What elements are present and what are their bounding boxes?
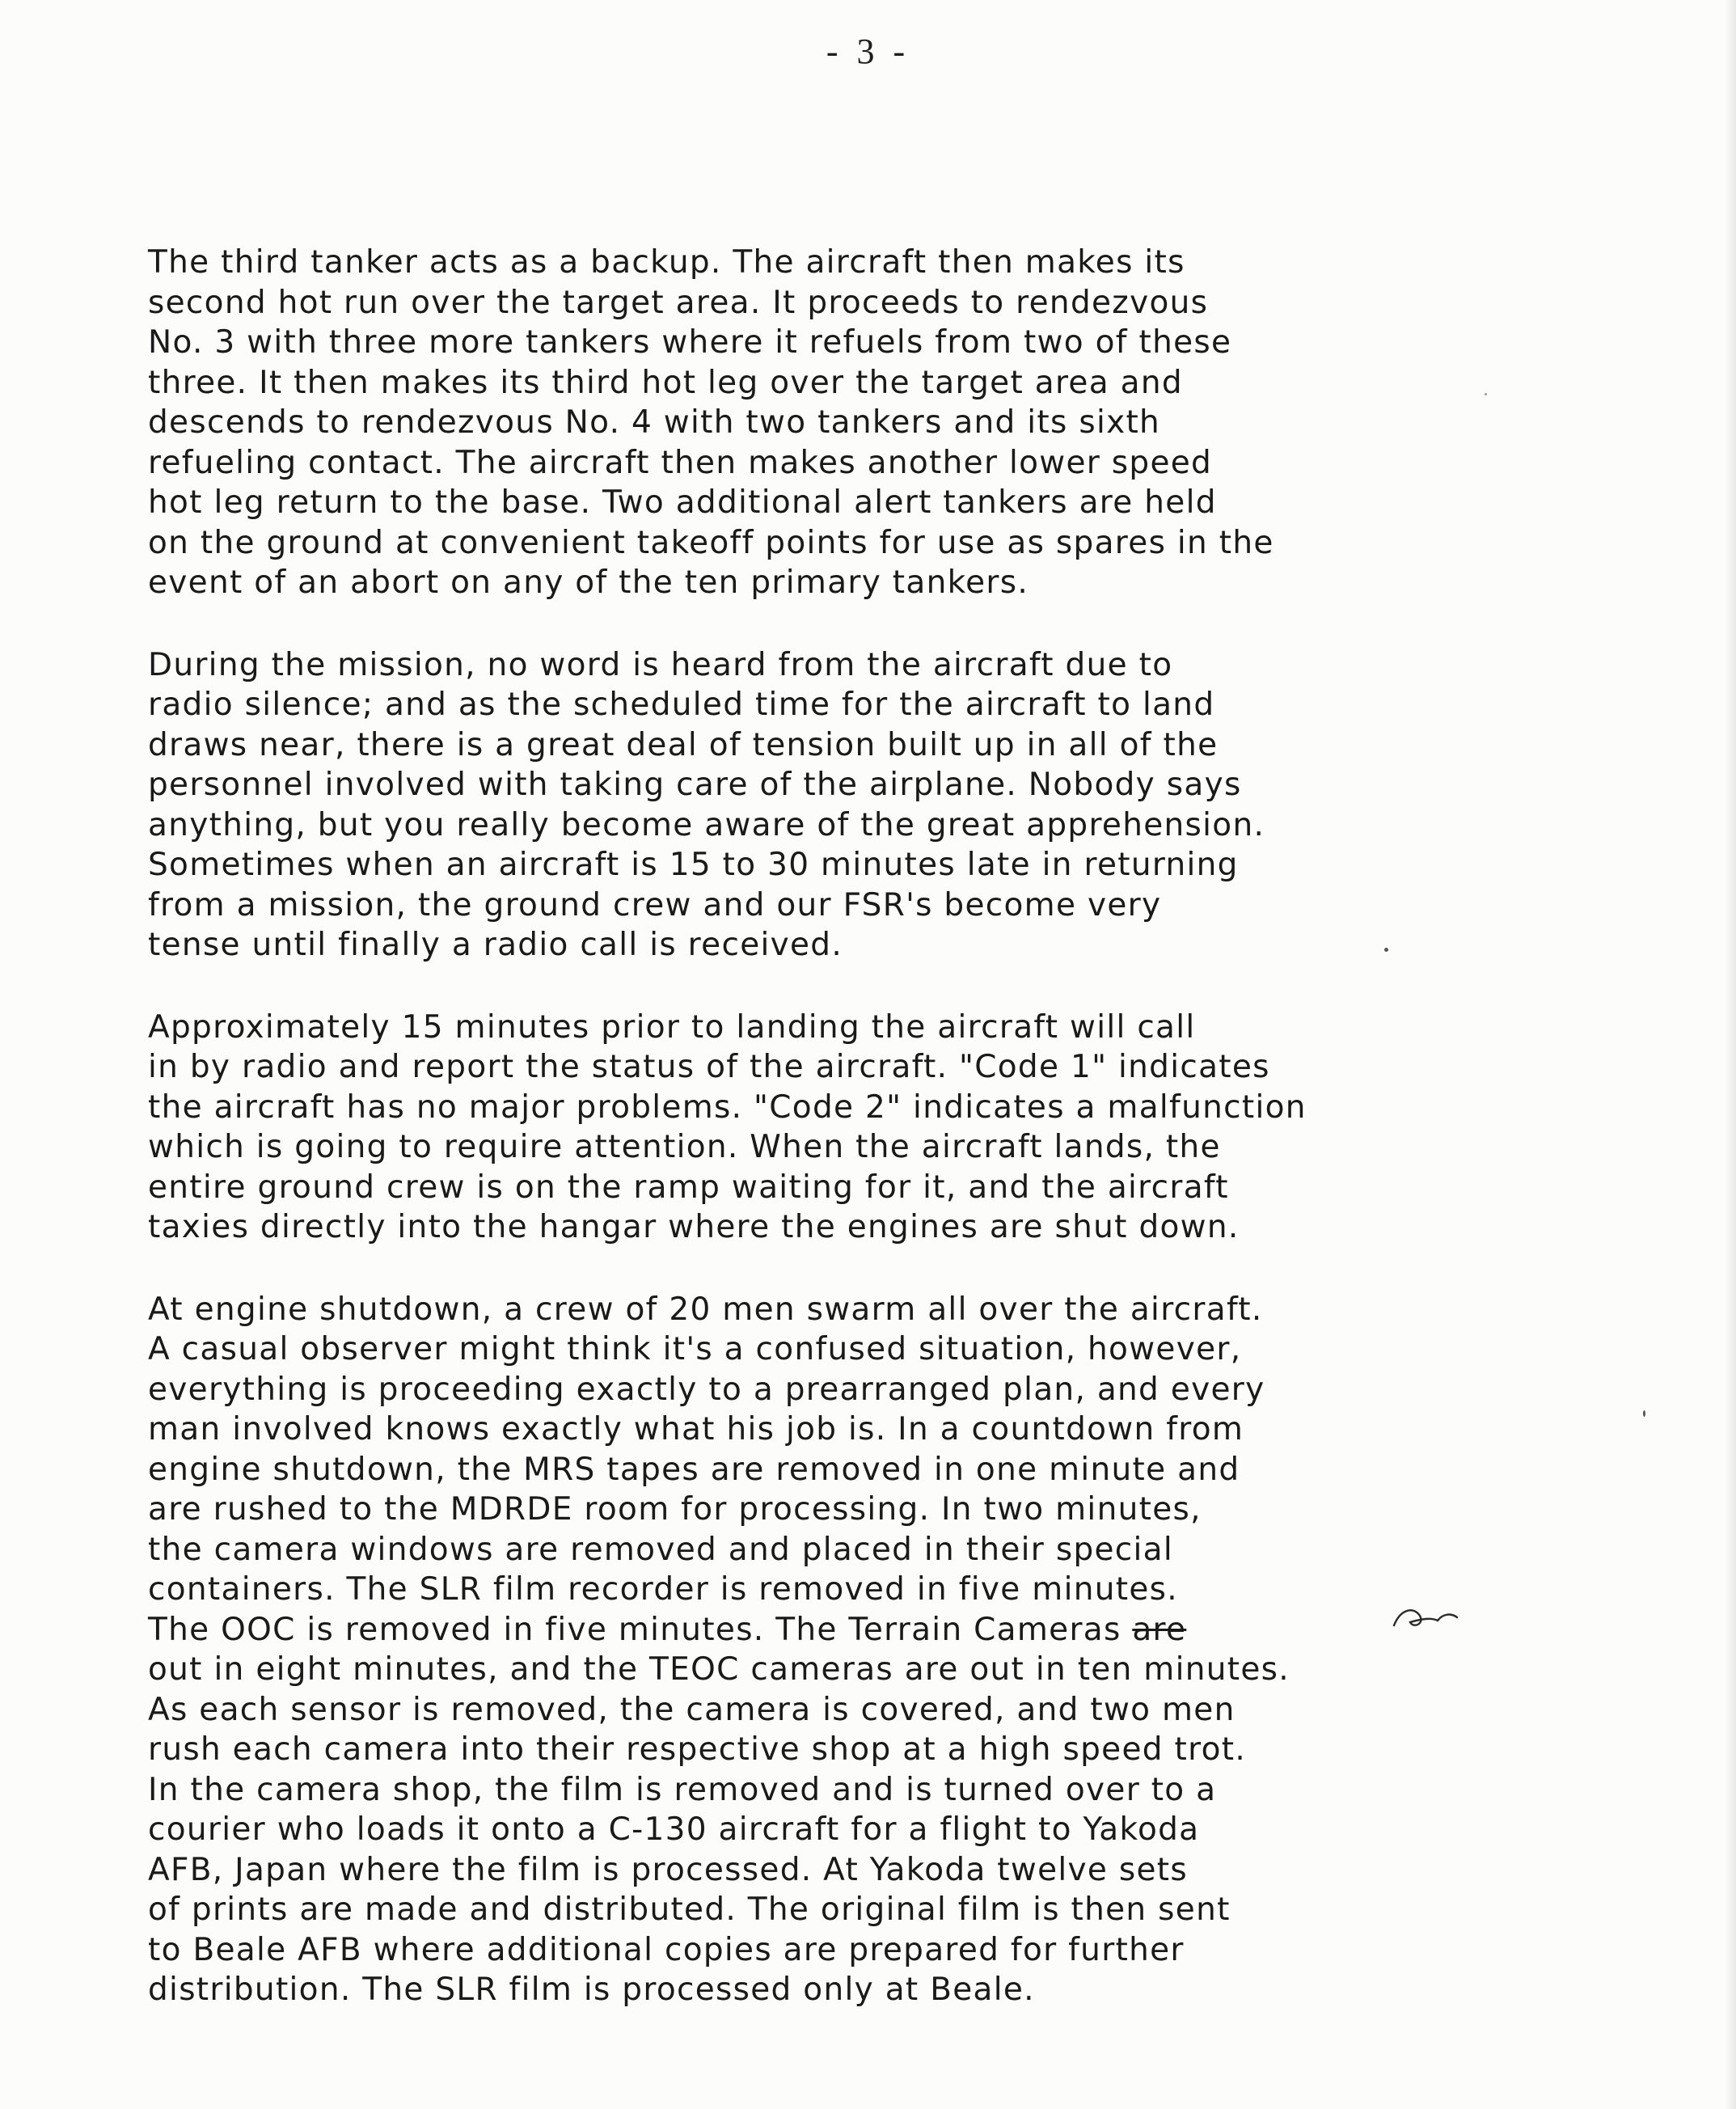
paragraph-landing-codes [148, 1008, 1603, 1248]
text-line: from a mission, the ground crew and our FSR's become very [148, 886, 1162, 923]
text-line: distribution. The SLR film is processed only at Beale. [148, 1972, 1035, 2008]
text-line: A casual observer might think it's a confused situation, however, [148, 1331, 1242, 1367]
text-line: which is going to require attention. When the aircraft lands, the [148, 1129, 1221, 1165]
document-body [148, 243, 1603, 2052]
text-line: taxies directly into the hangar where the engines are shut down. [148, 1209, 1240, 1245]
text-line: out in eight minutes, and the TEOC cameras are out in ten minutes. [148, 1651, 1290, 1688]
text-line: in by radio and report the status of the aircraft. "Code 1" indicates [148, 1049, 1270, 1085]
text-line: three. It then makes its third hot leg over the target area and [148, 364, 1183, 401]
text-line: tense until finally a radio call is received. [148, 927, 843, 963]
text-line: AFB, Japan where the film is processed. At Yakoda twelve sets [148, 1851, 1189, 1888]
text-line: are rushed to the MDRDE room for processing. In two minutes, [148, 1491, 1202, 1528]
scan-speck [1485, 393, 1487, 395]
text-line: During the mission, no word is heard from the aircraft due to [148, 646, 1173, 683]
handwritten-correction [1389, 1601, 1462, 1634]
text-span: The OOC is removed in five minutes. The Terrain Cameras [148, 1611, 1121, 1648]
paragraph-engine-shutdown [148, 1290, 1603, 2010]
text-line: No. 3 with three more tankers where it refuels from two of these [148, 324, 1232, 361]
text-line: rush each camera into their respective shop at a high speed trot. [148, 1731, 1247, 1768]
text-line: of prints are made and distributed. The original film is then sent [148, 1891, 1231, 1928]
text-line: In the camera shop, the film is removed and is turned over to a [148, 1771, 1217, 1808]
scan-speck [1384, 948, 1388, 952]
text-line: As each sensor is removed, the camera is covered, and two men [148, 1691, 1235, 1728]
text-line: man involved knows exactly what his job is. In a countdown from [148, 1411, 1244, 1448]
text-line: entire ground crew is on the ramp waiting for it, and the aircraft [148, 1169, 1229, 1206]
text-line-with-strikethrough [148, 1610, 1603, 1650]
text-line: refueling contact. The aircraft then makes another lower speed [148, 444, 1213, 481]
text-line: second hot run over the target area. It proceeds to rendezvous [148, 284, 1209, 321]
text-line: to Beale AFB where additional copies are prepared for further [148, 1931, 1185, 1968]
text-line: the aircraft has no major problems. "Code 2" indicates a malfunction [148, 1088, 1307, 1126]
text-line: event of an abort on any of the ten primary tankers. [148, 564, 1029, 601]
page-number: - 3 - [826, 32, 910, 71]
text-line: descends to rendezvous No. 4 with two tankers and its sixth [148, 404, 1161, 441]
text-line: At engine shutdown, a crew of 20 men swarm all over the aircraft. [148, 1291, 1263, 1328]
paragraph-refueling [148, 243, 1603, 603]
struck-word: are [1132, 1611, 1187, 1648]
text-line: courier who loads it onto a C-130 aircraft for a flight to Yakoda [148, 1811, 1200, 1848]
text-line: the camera windows are removed and placed in their special [148, 1531, 1174, 1568]
text-line: anything, but you really become aware of the great apprehension. [148, 806, 1265, 843]
text-line: radio silence; and as the scheduled time for the aircraft to land [148, 687, 1215, 723]
text-line: everything is proceeding exactly to a prearranged plan, and every [148, 1371, 1265, 1408]
text-line: Sometimes when an aircraft is 15 to 30 minutes late in returning [148, 847, 1239, 883]
text-line: personnel involved with taking care of the airplane. Nobody says [148, 767, 1242, 803]
text-line: engine shutdown, the MRS tapes are removed in one minute and [148, 1451, 1240, 1488]
text-line: draws near, there is a great deal of tension built up in all of the [148, 726, 1219, 763]
text-line: The third tanker acts as a backup. The aircraft then makes its [148, 244, 1185, 281]
scan-edge-shadow [1725, 0, 1736, 2109]
paragraph-radio-silence [148, 645, 1603, 966]
text-line: on the ground at convenient takeoff points for use as spares in the [148, 524, 1274, 561]
text-line: Approximately 15 minutes prior to landing the aircraft will call [148, 1008, 1196, 1046]
scan-speck [1643, 1410, 1645, 1417]
text-line: containers. The SLR film recorder is removed in five minutes. [148, 1571, 1178, 1608]
text-line: hot leg return to the base. Two additional alert tankers are held [148, 484, 1217, 521]
